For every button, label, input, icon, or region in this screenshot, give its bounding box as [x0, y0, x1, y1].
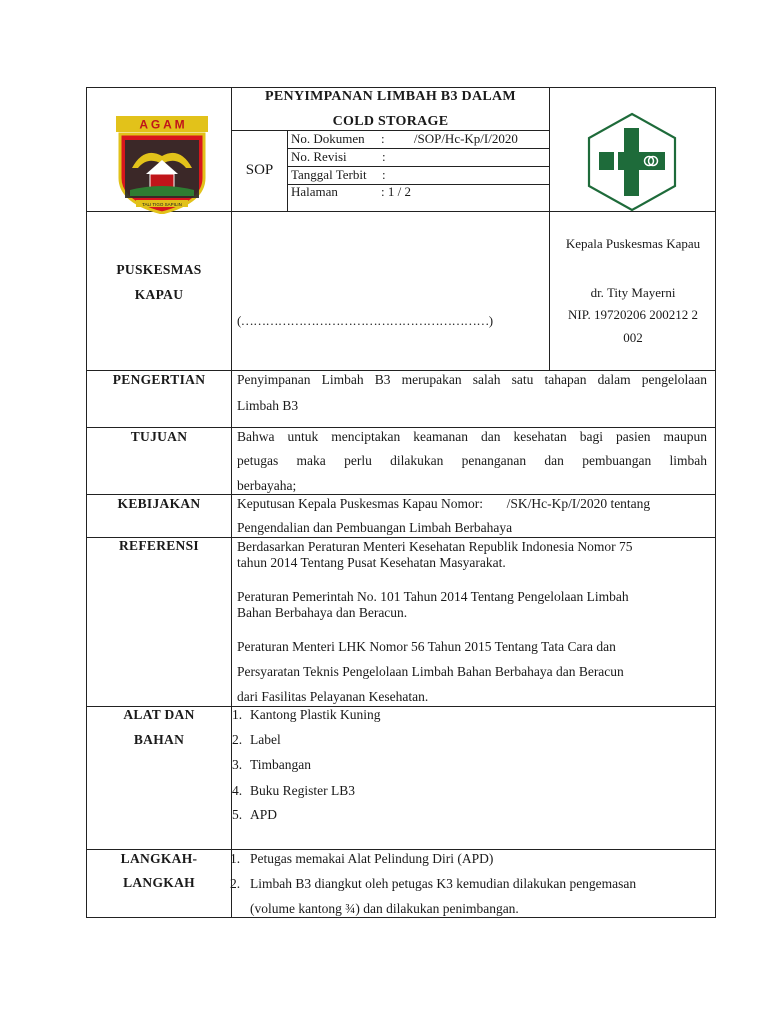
head-title: Kepala Puskesmas Kapau: [565, 236, 701, 251]
agam-banner-text: A G A M: [139, 117, 185, 132]
tujuan-text-line1: Bahwa untuk menciptakan keamanan dan kesehatan bagi pasien maupun: [237, 429, 707, 444]
revision-label: No. Revisi: [291, 149, 347, 164]
page-label: Halaman: [291, 184, 338, 199]
list-item-number: 5.: [232, 807, 243, 822]
sop-label: SOP: [245, 162, 274, 178]
issue-date-label: Tanggal Terbit: [291, 167, 367, 182]
head-nip-line1: NIP. 19720206 200212 2: [567, 307, 698, 322]
issue-date-value: :: [382, 167, 386, 182]
doc-number-value: : /SOP/Hc-Kp/I/2020: [381, 131, 518, 146]
list-item-number: 2.: [232, 732, 243, 747]
referensi-3-line3: dari Fasilitas Pelayanan Kesehatan.: [237, 689, 429, 704]
list-item-number: 4.: [232, 783, 243, 798]
referensi-1-line1: Berdasarkan Peraturan Menteri Kesehatan Republik Indonesia Nomor 75: [237, 539, 633, 554]
document-title-line2: COLD STORAGE: [332, 114, 449, 129]
step-item: Limbah B3 diangkut oleh petugas K3 kemudian dilakukan pengemasan: [250, 876, 637, 891]
agam-motto-text: TALI TIGO SAPILIN: [142, 202, 182, 207]
tujuan-text-line3: berbayaha;: [237, 478, 297, 493]
document-title-line1: PENYIMPANAN LIMBAH B3 DALAM: [265, 89, 516, 104]
referensi-3-line1: Peraturan Menteri LHK Nomor 56 Tahun 2015 Tentang Tata Cara dan: [237, 639, 616, 654]
list-item: Timbangan: [250, 757, 312, 772]
step-number: 1.: [230, 851, 241, 866]
referensi-2-line1: Peraturan Pemerintah No. 101 Tahun 2014 Tentang Pengelolaan Limbah: [237, 589, 629, 604]
list-item: APD: [250, 807, 278, 822]
kebijakan-text-line2: Pengendalian dan Pembuangan Limbah Berbahaya: [237, 520, 513, 535]
alat-bahan-label-line2: BAHAN: [133, 732, 185, 747]
pengertian-label: PENGERTIAN: [112, 372, 206, 387]
list-item: Kantong Plastik Kuning: [250, 707, 381, 722]
pengertian-text-line1: Penyimpanan Limbah B3 merupakan salah satu tahapan dalam pengelolaan: [237, 372, 707, 387]
sop-divider: [287, 130, 288, 211]
puskesmas-name-line2: KAPAU: [134, 287, 184, 302]
alat-bahan-label-line1: ALAT DAN: [123, 707, 195, 722]
revision-value: :: [382, 149, 386, 164]
head-name: dr. Tity Mayerni: [590, 285, 676, 300]
step-item-continued: (volume kantong ¾) dan dilakukan penimbangan.: [250, 901, 519, 916]
list-item-number: 3.: [232, 757, 243, 772]
head-nip-line2: 002: [623, 330, 643, 345]
step-number: 2.: [230, 876, 241, 891]
list-item-number: 1.: [232, 707, 243, 722]
referensi-1-line2: tahun 2014 Tentang Pusat Kesehatan Masyarakat.: [237, 555, 506, 570]
langkah-label-line2: LANGKAH: [123, 875, 195, 890]
kebijakan-label: KEBIJAKAN: [117, 496, 201, 511]
puskesmas-name-line1: PUSKESMAS: [116, 262, 202, 277]
list-item: Label: [250, 732, 281, 747]
puskesmas-logo-icon: [582, 112, 682, 212]
page-value: : 1 / 2: [381, 184, 411, 199]
referensi-label: REFERENSI: [119, 538, 199, 553]
pengertian-text-line2: Limbah B3: [237, 398, 299, 413]
agam-regency-emblem-icon: [116, 116, 208, 214]
step-item: Petugas memakai Alat Pelindung Diri (APD): [250, 851, 494, 866]
signature-blank: (……………………………………………………): [237, 313, 493, 328]
doc-number-label: No. Dokumen: [291, 131, 365, 146]
referensi-3-line2: Persyaratan Teknis Pengelolaan Limbah Bahan Berbahaya dan Beracun: [237, 664, 624, 679]
tujuan-label: TUJUAN: [130, 429, 188, 444]
langkah-label-line1: LANGKAH-: [120, 851, 198, 866]
referensi-2-line2: Bahan Berbahaya dan Beracun.: [237, 605, 408, 620]
tujuan-text-line2: petugas maka perlu dilakukan penanganan dan pembuangan limbah: [237, 453, 707, 468]
list-item: Buku Register LB3: [250, 783, 355, 798]
kebijakan-text-line1: Keputusan Kepala Puskesmas Kapau Nomor: /SK/Hc-Kp/I/2020 tentang: [237, 496, 651, 511]
